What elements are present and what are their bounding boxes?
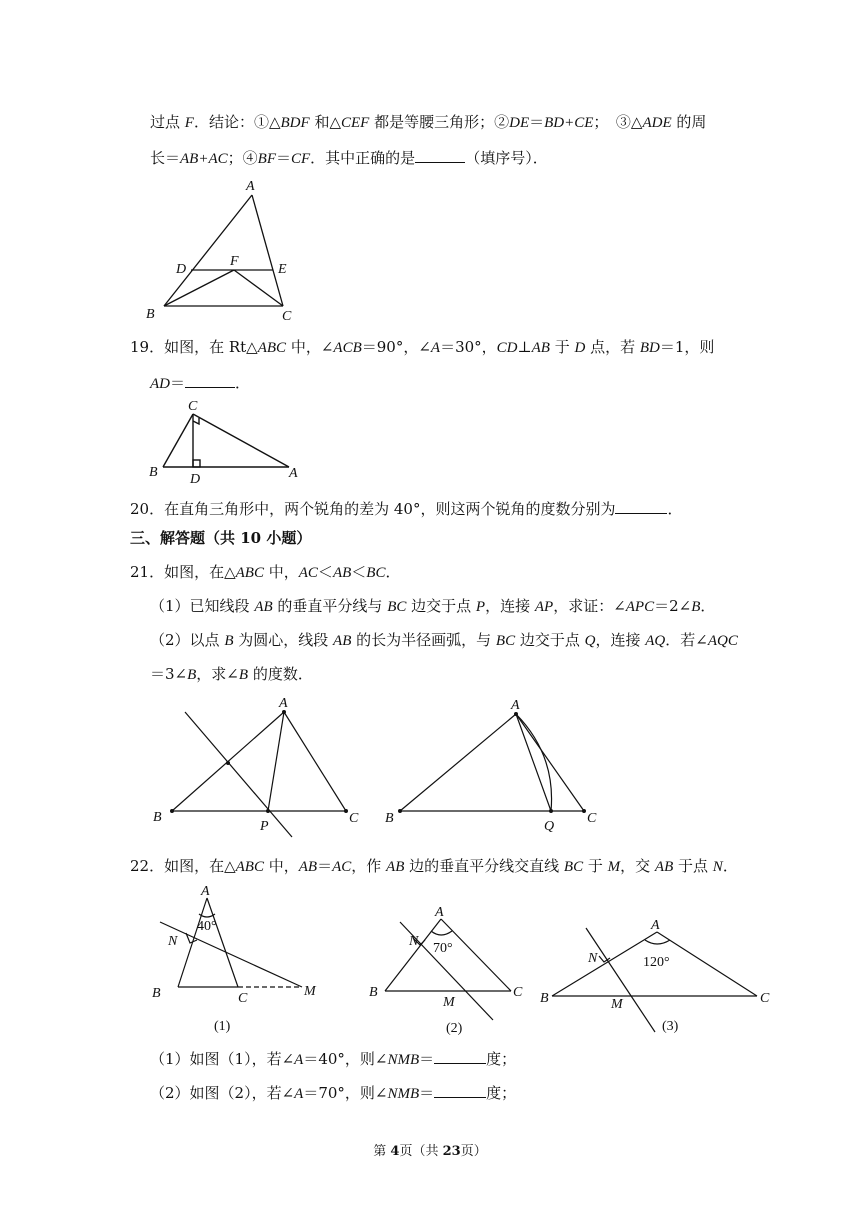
text: 的长为半径画弧，与 xyxy=(351,631,496,649)
text: ．结论：①△ xyxy=(193,113,281,131)
answer-blank[interactable] xyxy=(434,1081,486,1098)
text: 中，∠ xyxy=(286,338,334,356)
text: 20．在直角三角形中，两个锐角的差为 40°，则这两个锐角的度数分别为 xyxy=(130,500,616,518)
text: ＝ xyxy=(170,374,186,392)
text: ． xyxy=(667,500,683,518)
page-total: 23 xyxy=(442,1144,461,1159)
var: BC xyxy=(366,565,386,581)
page-number: 4 xyxy=(390,1144,400,1159)
var: F xyxy=(184,115,194,131)
label-B: B xyxy=(152,986,161,1001)
text: ，连接 xyxy=(485,597,535,615)
text: 22．如图，在△ xyxy=(130,857,236,875)
figure-caption: (1) xyxy=(214,1019,231,1034)
text: 中， xyxy=(263,857,299,875)
var: NMB xyxy=(387,1086,420,1102)
var: A xyxy=(294,1086,304,1102)
text: ＝3∠ xyxy=(150,665,188,683)
label-Q: Q xyxy=(544,819,555,834)
var: AB xyxy=(386,859,405,875)
label-B: B xyxy=(153,810,162,825)
var: AQ xyxy=(645,633,666,649)
var: B xyxy=(187,667,197,683)
label-C: C xyxy=(513,985,523,1000)
text: 边交于点 xyxy=(406,597,476,615)
answer-blank[interactable] xyxy=(434,1047,486,1064)
text: 于 xyxy=(549,338,575,356)
var: BC xyxy=(495,633,516,649)
var: AB xyxy=(654,859,674,875)
text: ＝90°，∠ xyxy=(361,338,431,356)
text: ＜ xyxy=(351,563,367,581)
var: BF xyxy=(257,151,276,167)
text: 度； xyxy=(486,1050,517,1068)
section-title: 三、解答题（共 10 小题） xyxy=(130,529,312,547)
var: AD xyxy=(150,376,170,392)
var: ABC xyxy=(257,340,287,356)
var: NMB xyxy=(387,1052,420,1068)
q22-sub2 xyxy=(150,1081,516,1104)
var: A xyxy=(294,1052,304,1068)
var: ACB xyxy=(333,340,362,356)
var: D xyxy=(574,340,586,356)
angle-label: 120° xyxy=(643,955,670,970)
text: ，交 xyxy=(620,857,655,875)
text: 第 xyxy=(373,1144,391,1159)
var: B xyxy=(691,599,701,615)
text: 为圆心，线段 xyxy=(233,631,334,649)
label-C: C xyxy=(282,309,292,324)
figure-caption: (3) xyxy=(662,1019,679,1034)
label-M: M xyxy=(611,997,623,1012)
label-A: A xyxy=(201,884,210,899)
text: （2）如图（2），若∠ xyxy=(150,1084,295,1102)
label-P: P xyxy=(260,819,269,834)
var: CF xyxy=(291,151,311,167)
label-D: D xyxy=(176,262,187,277)
text: ＝ xyxy=(419,1050,435,1068)
text: （2）以点 xyxy=(150,631,225,649)
text: 中， xyxy=(263,563,299,581)
text: 过点 xyxy=(150,113,185,131)
label-A: A xyxy=(651,918,660,933)
text: ． xyxy=(700,597,716,615)
label-B: B xyxy=(385,811,394,826)
text: ．若∠ xyxy=(665,631,708,649)
label-N: N xyxy=(588,951,598,966)
label-C: C xyxy=(760,991,770,1006)
var: DE xyxy=(509,115,530,131)
text: 边交于点 xyxy=(515,631,585,649)
var: BC xyxy=(387,599,407,615)
text: 19．如图，在 Rt△ xyxy=(130,338,258,356)
text: ＝ xyxy=(419,1084,435,1102)
text: ＝70°，则∠ xyxy=(303,1084,388,1102)
var: N xyxy=(712,859,723,875)
text: ，求证：∠ xyxy=(553,597,626,615)
label-M: M xyxy=(304,984,316,999)
text: 的周 xyxy=(671,113,707,131)
var: APC xyxy=(625,599,655,615)
var: CD xyxy=(496,340,518,356)
text: （填序号）． xyxy=(465,149,548,167)
var: BD xyxy=(639,340,660,356)
var: AB+AC xyxy=(180,151,228,167)
text: 都是等腰三角形；② xyxy=(369,113,510,131)
text: 页） xyxy=(460,1144,487,1159)
label-C: C xyxy=(188,399,198,414)
figure-caption: (2) xyxy=(446,1021,463,1036)
text: 的度数． xyxy=(248,665,313,683)
label-B: B xyxy=(149,465,158,480)
var: ABC xyxy=(235,565,264,581)
text: 点，若 xyxy=(585,338,640,356)
text: ，求∠ xyxy=(196,665,239,683)
var: BD+CE xyxy=(544,115,594,131)
text: ． xyxy=(722,857,738,875)
text: （1）已知线段 xyxy=(150,597,255,615)
var: Q xyxy=(584,633,596,649)
angle-label: 70° xyxy=(433,941,453,956)
angle-label: 40° xyxy=(197,919,217,934)
label-C: C xyxy=(238,991,248,1006)
label-B: B xyxy=(146,307,155,322)
text: ；④ xyxy=(227,149,258,167)
var: A xyxy=(430,340,441,356)
text: ； ③△ xyxy=(593,113,643,131)
label-A: A xyxy=(511,698,520,713)
text: ＝ xyxy=(529,113,545,131)
text: ⊥ xyxy=(517,338,532,356)
text: 长＝ xyxy=(150,149,181,167)
text: 于点 xyxy=(673,857,713,875)
text: 的垂直平分线与 xyxy=(272,597,388,615)
var: P xyxy=(475,599,486,615)
page-footer xyxy=(0,1140,860,1159)
text: 和△ xyxy=(309,113,341,131)
label-A: A xyxy=(435,905,444,920)
label-F: F xyxy=(230,254,239,269)
text: 边的垂直平分线交直线 xyxy=(404,857,564,875)
label-E: E xyxy=(278,262,287,277)
label-B: B xyxy=(540,991,549,1006)
label-N: N xyxy=(168,934,178,949)
var: BC xyxy=(563,859,584,875)
var: AQC xyxy=(707,633,738,649)
label-M: M xyxy=(443,995,455,1010)
var: AP xyxy=(534,599,554,615)
var: BDF xyxy=(280,115,310,131)
text: ＝1，则 xyxy=(659,338,715,356)
label-D: D xyxy=(190,472,201,487)
text: ＝2∠ xyxy=(654,597,692,615)
label-A: A xyxy=(289,466,298,481)
label-A: A xyxy=(246,179,255,194)
var: CEF xyxy=(340,115,370,131)
text: ＝ xyxy=(317,857,333,875)
label-C: C xyxy=(587,811,597,826)
var: ADE xyxy=(642,115,672,131)
text: ＝30°， xyxy=(440,338,497,356)
text: 21．如图，在△ xyxy=(130,563,236,581)
text: ．其中正确的是 xyxy=(310,149,416,167)
label-A: A xyxy=(279,696,288,711)
var: ABC xyxy=(235,859,264,875)
label-B: B xyxy=(369,985,378,1000)
text: ，连接 xyxy=(595,631,646,649)
text: （1）如图（1），若∠ xyxy=(150,1050,295,1068)
text: ，作 xyxy=(351,857,387,875)
var: AC xyxy=(332,859,352,875)
var: M xyxy=(607,859,621,875)
var: AC xyxy=(298,565,318,581)
text: ＝40°，则∠ xyxy=(303,1050,388,1068)
var: AB xyxy=(254,599,273,615)
q22-sub1 xyxy=(150,1047,516,1070)
text: ＝ xyxy=(275,149,291,167)
var: AB xyxy=(531,340,550,356)
var: B xyxy=(238,667,249,683)
text: 页（共 xyxy=(399,1144,443,1159)
var: AB xyxy=(332,565,352,581)
text: ＜ xyxy=(317,563,333,581)
label-C: C xyxy=(349,811,359,826)
text: ． xyxy=(235,374,251,392)
text: 度； xyxy=(486,1084,517,1102)
label-N: N xyxy=(409,934,419,949)
var: AB xyxy=(298,859,318,875)
var: B xyxy=(224,633,234,649)
text: ． xyxy=(385,563,401,581)
text: 于 xyxy=(583,857,608,875)
var: AB xyxy=(333,633,352,649)
